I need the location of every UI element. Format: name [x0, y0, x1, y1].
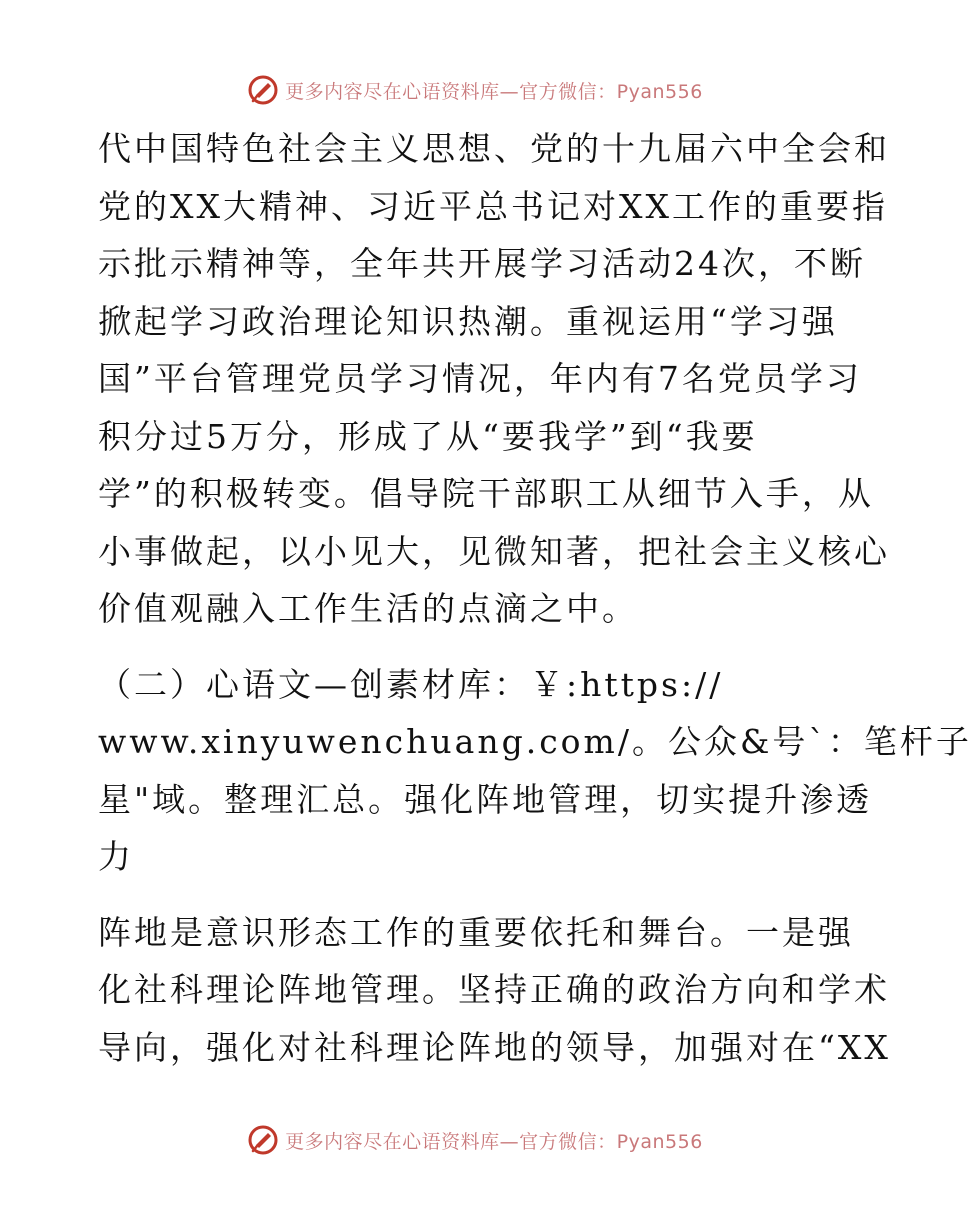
text-line: 代中国特色社会主义思想、党的十九届六中全会和 [98, 129, 890, 168]
paragraph-3 [98, 904, 891, 1077]
footer-watermark [0, 1120, 950, 1160]
text-line: 化社科理论阵地管理。坚持正确的政治方向和学术 [98, 970, 890, 1009]
text-line: 党的XX大精神、习近平总书记对XX工作的重要指 [98, 186, 888, 226]
text-line: 学”的积极转变。倡导院干部职工从细节入手，从 [98, 474, 874, 513]
text-line: 国”平台管理党员学习情况，年内有7名党员学习 [98, 359, 862, 398]
text-line: 价值观融入工作生活的点滴之中。 [98, 589, 638, 628]
seal-logo-icon [247, 1124, 279, 1156]
text-line: （二）心语文—创素材库：￥:https:// [98, 664, 724, 704]
seal-logo-icon [247, 74, 279, 106]
paragraph-2-heading [98, 656, 972, 886]
footer-watermark-text: 更多内容尽在心语资料库—官方微信：Pyan556 [285, 1130, 703, 1153]
text-line: 星"域。整理汇总。强化阵地管理，切实提升渗透 [98, 779, 873, 819]
text-line: 力 [98, 837, 134, 876]
text-line: 掀起学习政治理论知识热潮。重视运用“学习强 [98, 301, 838, 341]
paragraph-1 [98, 120, 890, 638]
text-line: 示批示精神等，全年共开展学习活动24次，不断 [98, 244, 866, 283]
header-watermark-text: 更多内容尽在心语资料库—官方微信：Pyan556 [285, 80, 703, 103]
header-watermark [0, 70, 950, 110]
document-body [98, 120, 972, 1076]
text-line: 积分过5万分，形成了从“要我学”到“我要 [98, 416, 758, 456]
text-line: 阵地是意识形态工作的重要依托和舞台。一是强 [98, 912, 854, 952]
text-line: 小事做起，以小见大，见微知著，把社会主义核心 [98, 531, 890, 571]
text-line: www.xinyuwenchuang.com/。公众&号`：笔杆子 [98, 722, 972, 761]
text-line: 导向，强化对社科理论阵地的领导，加强对在“XX [98, 1027, 891, 1067]
